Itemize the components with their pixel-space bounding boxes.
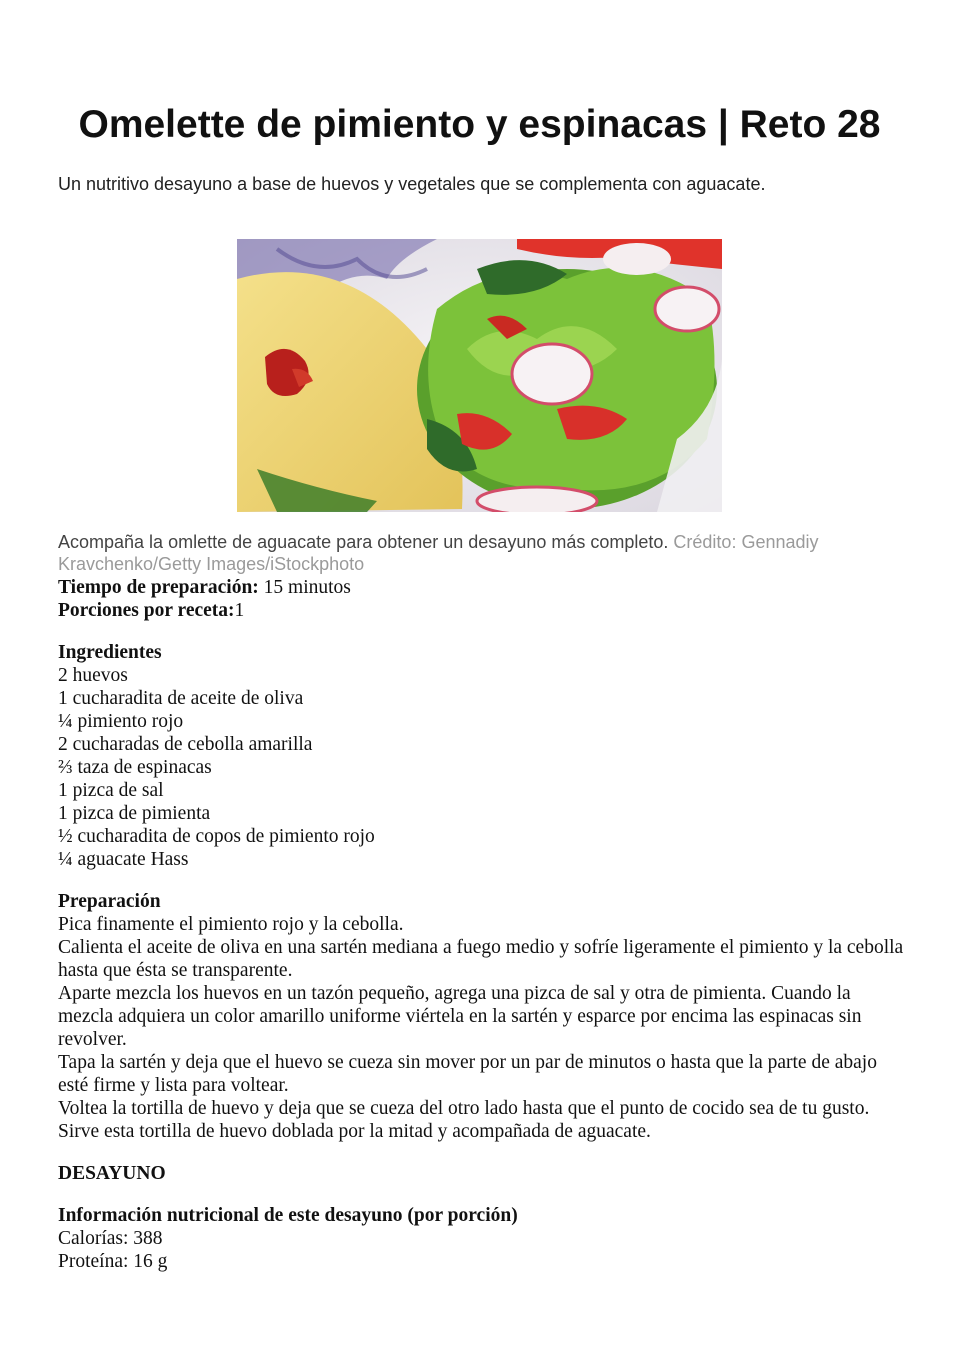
ingredient-item: 1 pizca de pimienta: [58, 803, 211, 824]
ingredient-item: ⅔ taza de espinacas: [58, 757, 212, 778]
preparation-step: Tapa la sartén y deja que el huevo se cueza sin mover por un par de minutos o hasta que la parte de abajo esté firme y lista para voltear.: [58, 1052, 877, 1096]
article-subtitle: Un nutritivo desayuno a base de huevos y vegetales que se complementa con aguacate.: [58, 174, 766, 194]
ingredient-item: 2 cucharadas de cebolla amarilla: [58, 734, 313, 755]
recipe-body: [58, 576, 908, 1273]
ingredients-list: [58, 664, 908, 871]
ingredient-item: 2 huevos: [58, 665, 128, 686]
prep-time: [58, 576, 908, 599]
ingredient-item: ¼ aguacate Hass: [58, 849, 189, 870]
ingredients-heading: Ingredientes: [58, 642, 162, 663]
prep-time-label: Tiempo de preparación:: [58, 577, 259, 598]
nutrition-item: Proteína: 16 g: [58, 1251, 168, 1272]
photo-caption: [58, 531, 908, 575]
ingredient-item: ¼ pimiento rojo: [58, 711, 184, 732]
recipe-photo: [237, 239, 722, 512]
preparation-step: Sirve esta tortilla de huevo doblada por la mitad y acompañada de aguacate.: [58, 1121, 651, 1142]
preparation-step: Calienta el aceite de oliva en una sartén mediana a fuego medio y sofríe ligeramente el pimiento y la cebolla hasta que ésta se transparente.: [58, 937, 904, 981]
preparation-heading: Preparación: [58, 891, 161, 912]
ingredient-item: ½ cucharadita de copos de pimiento rojo: [58, 826, 375, 847]
portions-value: 1: [234, 600, 245, 621]
caption-text: Acompaña la omlette de aguacate para obtener un desayuno más completo.: [58, 532, 669, 552]
ingredient-item: 1 pizca de sal: [58, 780, 164, 801]
nutrition-item: Calorías: 388: [58, 1228, 163, 1249]
preparation-steps: [58, 913, 908, 1143]
preparation-step: Pica finamente el pimiento rojo y la cebolla.: [58, 914, 404, 935]
portions: [58, 599, 908, 622]
category-label: DESAYUNO: [58, 1163, 166, 1184]
portions-label: Porciones por receta:: [58, 600, 235, 621]
page-title: Omelette de pimiento y espinacas | Reto 28: [78, 103, 881, 146]
preparation-step: Aparte mezcla los huevos en un tazón pequeño, agrega una pizca de sal y otra de pimienta. Cuando la mezcla adquiera un color amarillo uniforme viértela en la sartén y esparce por encima las espinacas sin revolver.: [58, 983, 862, 1050]
preparation-step: Voltea la tortilla de huevo y deja que se cueza del otro lado hasta que el punto de cocido sea de tu gusto.: [58, 1098, 870, 1119]
photo-credit: Crédito: Gennadiy Kravchenko/Getty Images/iStockphoto: [58, 532, 819, 574]
prep-time-value: 15 minutos: [258, 577, 351, 598]
nutrition-heading: Información nutricional de este desayuno (por porción): [58, 1205, 518, 1226]
ingredient-item: 1 cucharadita de aceite de oliva: [58, 688, 304, 709]
